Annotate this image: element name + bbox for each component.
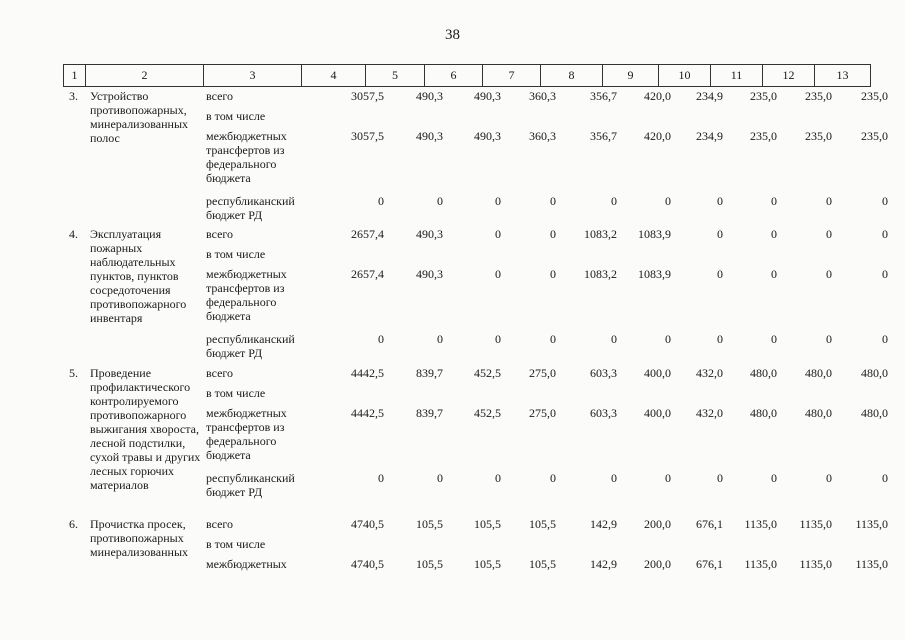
value-cell: 0 [495, 267, 501, 281]
row-name-line: Эксплуатация [90, 227, 162, 241]
value-cell: 603,3 [590, 406, 617, 420]
row-name-line: пунктов, пунктов [90, 269, 179, 283]
indicator-label: трансфертов из [206, 420, 285, 434]
indicator-label: трансфертов из [206, 143, 285, 157]
column-header: 10 [659, 65, 711, 87]
indicator-label: межбюджетных [206, 129, 287, 143]
value-cell: 0 [550, 332, 556, 346]
value-cell: 360,3 [529, 129, 556, 143]
value-cell: 275,0 [529, 406, 556, 420]
value-cell: 1135,0 [799, 517, 832, 531]
row-number: 6. [69, 517, 78, 531]
row-name-line: противопожарных, [90, 103, 187, 117]
value-cell: 356,7 [590, 129, 617, 143]
column-header: 6 [425, 65, 483, 87]
indicator-label: бюджета [206, 309, 251, 323]
value-cell: 490,3 [416, 267, 443, 281]
row-name-line: Прочистка просек, [90, 517, 186, 531]
value-cell: 0 [378, 332, 384, 346]
indicator-label: всего [206, 89, 234, 103]
indicator-label: республиканский [206, 194, 295, 208]
value-cell: 0 [495, 227, 501, 241]
value-cell: 235,0 [750, 129, 777, 143]
value-cell: 4442,5 [351, 366, 384, 380]
column-header: 12 [763, 65, 815, 87]
value-cell: 0 [882, 471, 888, 485]
row-name-line: Проведение [90, 366, 152, 380]
column-header: 7 [483, 65, 541, 87]
indicator-label: республиканский [206, 471, 295, 485]
row-name-line: противопожарного [90, 408, 187, 422]
value-cell: 234,9 [696, 89, 723, 103]
value-cell: 839,7 [416, 366, 443, 380]
value-cell: 0 [771, 194, 777, 208]
value-cell: 0 [717, 267, 723, 281]
column-header: 4 [302, 65, 366, 87]
value-cell: 490,3 [416, 129, 443, 143]
column-header: 1 [64, 65, 86, 87]
value-cell: 1135,0 [855, 557, 888, 571]
value-cell: 0 [826, 267, 832, 281]
value-cell: 3057,5 [351, 129, 384, 143]
value-cell: 0 [611, 471, 617, 485]
value-cell: 235,0 [805, 129, 832, 143]
indicator-label: межбюджетных [206, 557, 287, 571]
value-cell: 480,0 [805, 366, 832, 380]
value-cell: 0 [826, 471, 832, 485]
value-cell: 1083,2 [584, 227, 617, 241]
row-name-line: наблюдательных [90, 255, 176, 269]
indicator-label: федерального [206, 157, 277, 171]
row-name-line: пожарных [90, 241, 143, 255]
value-cell: 4740,5 [351, 517, 384, 531]
value-cell: 0 [495, 332, 501, 346]
value-cell: 105,5 [529, 517, 556, 531]
indicator-label: в том числе [206, 247, 266, 261]
row-name-line: Устройство [90, 89, 149, 103]
indicator-label: бюджета [206, 448, 251, 462]
value-cell: 235,0 [805, 89, 832, 103]
value-cell: 2657,4 [351, 227, 384, 241]
value-cell: 0 [717, 194, 723, 208]
value-cell: 0 [771, 267, 777, 281]
column-header: 3 [204, 65, 302, 87]
indicator-label: бюджет РД [206, 208, 263, 222]
indicator-label: трансфертов из [206, 281, 285, 295]
column-header-row [63, 64, 871, 87]
row-name-line: полос [90, 131, 120, 145]
value-cell: 0 [437, 194, 443, 208]
row-name-line: сухой травы и других [90, 450, 201, 464]
column-header: 11 [711, 65, 763, 87]
row-number: 5. [69, 366, 78, 380]
row-name-line: лесных горючих [90, 464, 175, 478]
value-cell: 0 [611, 194, 617, 208]
row-name-line: выжигания хвороста, [90, 422, 199, 436]
column-header: 13 [815, 65, 871, 87]
value-cell: 1135,0 [855, 517, 888, 531]
indicator-label: федерального [206, 434, 277, 448]
value-cell: 1135,0 [799, 557, 832, 571]
value-cell: 0 [717, 332, 723, 346]
value-cell: 0 [378, 194, 384, 208]
value-cell: 480,0 [805, 406, 832, 420]
value-cell: 235,0 [861, 89, 888, 103]
indicator-label: в том числе [206, 386, 266, 400]
value-cell: 0 [665, 332, 671, 346]
value-cell: 0 [550, 267, 556, 281]
value-cell: 0 [826, 194, 832, 208]
value-cell: 490,3 [474, 89, 501, 103]
indicator-label: бюджет РД [206, 485, 263, 499]
value-cell: 0 [717, 227, 723, 241]
row-name-line: противопожарных [90, 531, 184, 545]
value-cell: 0 [826, 332, 832, 346]
indicator-label: в том числе [206, 109, 266, 123]
value-cell: 105,5 [416, 517, 443, 531]
value-cell: 603,3 [590, 366, 617, 380]
value-cell: 480,0 [861, 366, 888, 380]
indicator-label: бюджет РД [206, 346, 263, 360]
row-number: 3. [69, 89, 78, 103]
row-name-line: материалов [90, 478, 149, 492]
value-cell: 490,3 [474, 129, 501, 143]
value-cell: 1083,9 [638, 267, 671, 281]
value-cell: 0 [665, 194, 671, 208]
row-name-line: инвентаря [90, 311, 143, 325]
value-cell: 1135,0 [744, 517, 777, 531]
value-cell: 0 [771, 332, 777, 346]
value-cell: 0 [717, 471, 723, 485]
value-cell: 105,5 [529, 557, 556, 571]
value-cell: 839,7 [416, 406, 443, 420]
value-cell: 480,0 [750, 366, 777, 380]
value-cell: 420,0 [644, 129, 671, 143]
value-cell: 0 [771, 227, 777, 241]
value-cell: 0 [378, 471, 384, 485]
value-cell: 275,0 [529, 366, 556, 380]
value-cell: 0 [437, 471, 443, 485]
column-header: 9 [603, 65, 659, 87]
value-cell: 400,0 [644, 366, 671, 380]
value-cell: 0 [882, 332, 888, 346]
value-cell: 200,0 [644, 557, 671, 571]
indicator-label: межбюджетных [206, 406, 287, 420]
value-cell: 452,5 [474, 406, 501, 420]
indicator-label: межбюджетных [206, 267, 287, 281]
value-cell: 200,0 [644, 517, 671, 531]
row-name-line: контролируемого [90, 394, 179, 408]
value-cell: 676,1 [696, 517, 723, 531]
value-cell: 0 [495, 471, 501, 485]
value-cell: 360,3 [529, 89, 556, 103]
value-cell: 356,7 [590, 89, 617, 103]
value-cell: 235,0 [750, 89, 777, 103]
value-cell: 142,9 [590, 557, 617, 571]
value-cell: 1083,9 [638, 227, 671, 241]
value-cell: 235,0 [861, 129, 888, 143]
page-number: 38 [445, 27, 460, 43]
value-cell: 0 [826, 227, 832, 241]
row-name-line: минерализованных [90, 117, 189, 131]
value-cell: 0 [495, 194, 501, 208]
value-cell: 490,3 [416, 227, 443, 241]
row-name-line: профилактического [90, 380, 191, 394]
value-cell: 676,1 [696, 557, 723, 571]
value-cell: 432,0 [696, 406, 723, 420]
value-cell: 0 [550, 194, 556, 208]
value-cell: 105,5 [474, 557, 501, 571]
value-cell: 480,0 [750, 406, 777, 420]
row-number: 4. [69, 227, 78, 241]
indicator-label: республиканский [206, 332, 295, 346]
value-cell: 0 [882, 227, 888, 241]
value-cell: 0 [611, 332, 617, 346]
row-name-line: лесной подстилки, [90, 436, 186, 450]
column-header: 5 [366, 65, 425, 87]
value-cell: 0 [437, 332, 443, 346]
indicator-label: всего [206, 517, 234, 531]
value-cell: 0 [665, 471, 671, 485]
value-cell: 0 [771, 471, 777, 485]
value-cell: 3057,5 [351, 89, 384, 103]
value-cell: 142,9 [590, 517, 617, 531]
value-cell: 420,0 [644, 89, 671, 103]
row-name-line: противопожарного [90, 297, 187, 311]
value-cell: 105,5 [416, 557, 443, 571]
indicator-label: всего [206, 227, 234, 241]
column-header: 2 [86, 65, 204, 87]
value-cell: 234,9 [696, 129, 723, 143]
indicator-label: федерального [206, 295, 277, 309]
value-cell: 0 [550, 471, 556, 485]
value-cell: 4740,5 [351, 557, 384, 571]
value-cell: 480,0 [861, 406, 888, 420]
value-cell: 2657,4 [351, 267, 384, 281]
value-cell: 400,0 [644, 406, 671, 420]
value-cell: 1135,0 [744, 557, 777, 571]
value-cell: 0 [550, 227, 556, 241]
indicator-label: бюджета [206, 171, 251, 185]
indicator-label: всего [206, 366, 234, 380]
value-cell: 4442,5 [351, 406, 384, 420]
value-cell: 105,5 [474, 517, 501, 531]
value-cell: 490,3 [416, 89, 443, 103]
column-header: 8 [541, 65, 603, 87]
value-cell: 1083,2 [584, 267, 617, 281]
value-cell: 432,0 [696, 366, 723, 380]
value-cell: 0 [882, 267, 888, 281]
indicator-label: в том числе [206, 537, 266, 551]
row-name-line: минерализованных [90, 545, 189, 559]
value-cell: 452,5 [474, 366, 501, 380]
value-cell: 0 [882, 194, 888, 208]
row-name-line: сосредоточения [90, 283, 171, 297]
